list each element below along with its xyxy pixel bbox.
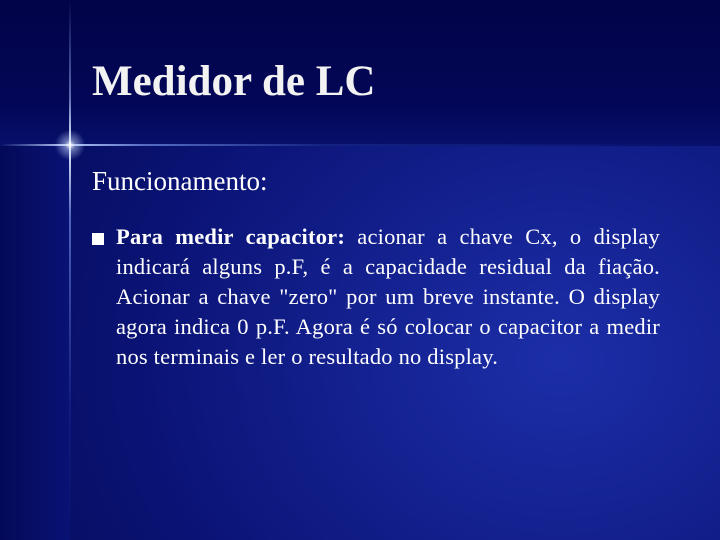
sparkle-icon bbox=[52, 127, 88, 163]
left-band bbox=[0, 146, 70, 540]
bullet-item bbox=[92, 222, 660, 372]
bullet-body: acionar a chave Cx, o display indicará alguns p.F, é a capacidade residual da fiação. Acionar a chave "zero" por um breve instante. O display agora indica 0 p.F. Agora é só colocar o capacitor a medir nos terminais e ler o resultado no display. bbox=[116, 224, 660, 369]
slide-subtitle: Funcionamento: bbox=[92, 166, 268, 196]
square-bullet-icon bbox=[92, 233, 104, 245]
horizontal-accent-line bbox=[0, 144, 720, 146]
bullet-text bbox=[116, 222, 660, 372]
bullet-lead: Para medir capacitor: bbox=[116, 224, 346, 249]
slide-title: Medidor de LC bbox=[92, 58, 376, 105]
vertical-accent-line bbox=[69, 0, 71, 540]
